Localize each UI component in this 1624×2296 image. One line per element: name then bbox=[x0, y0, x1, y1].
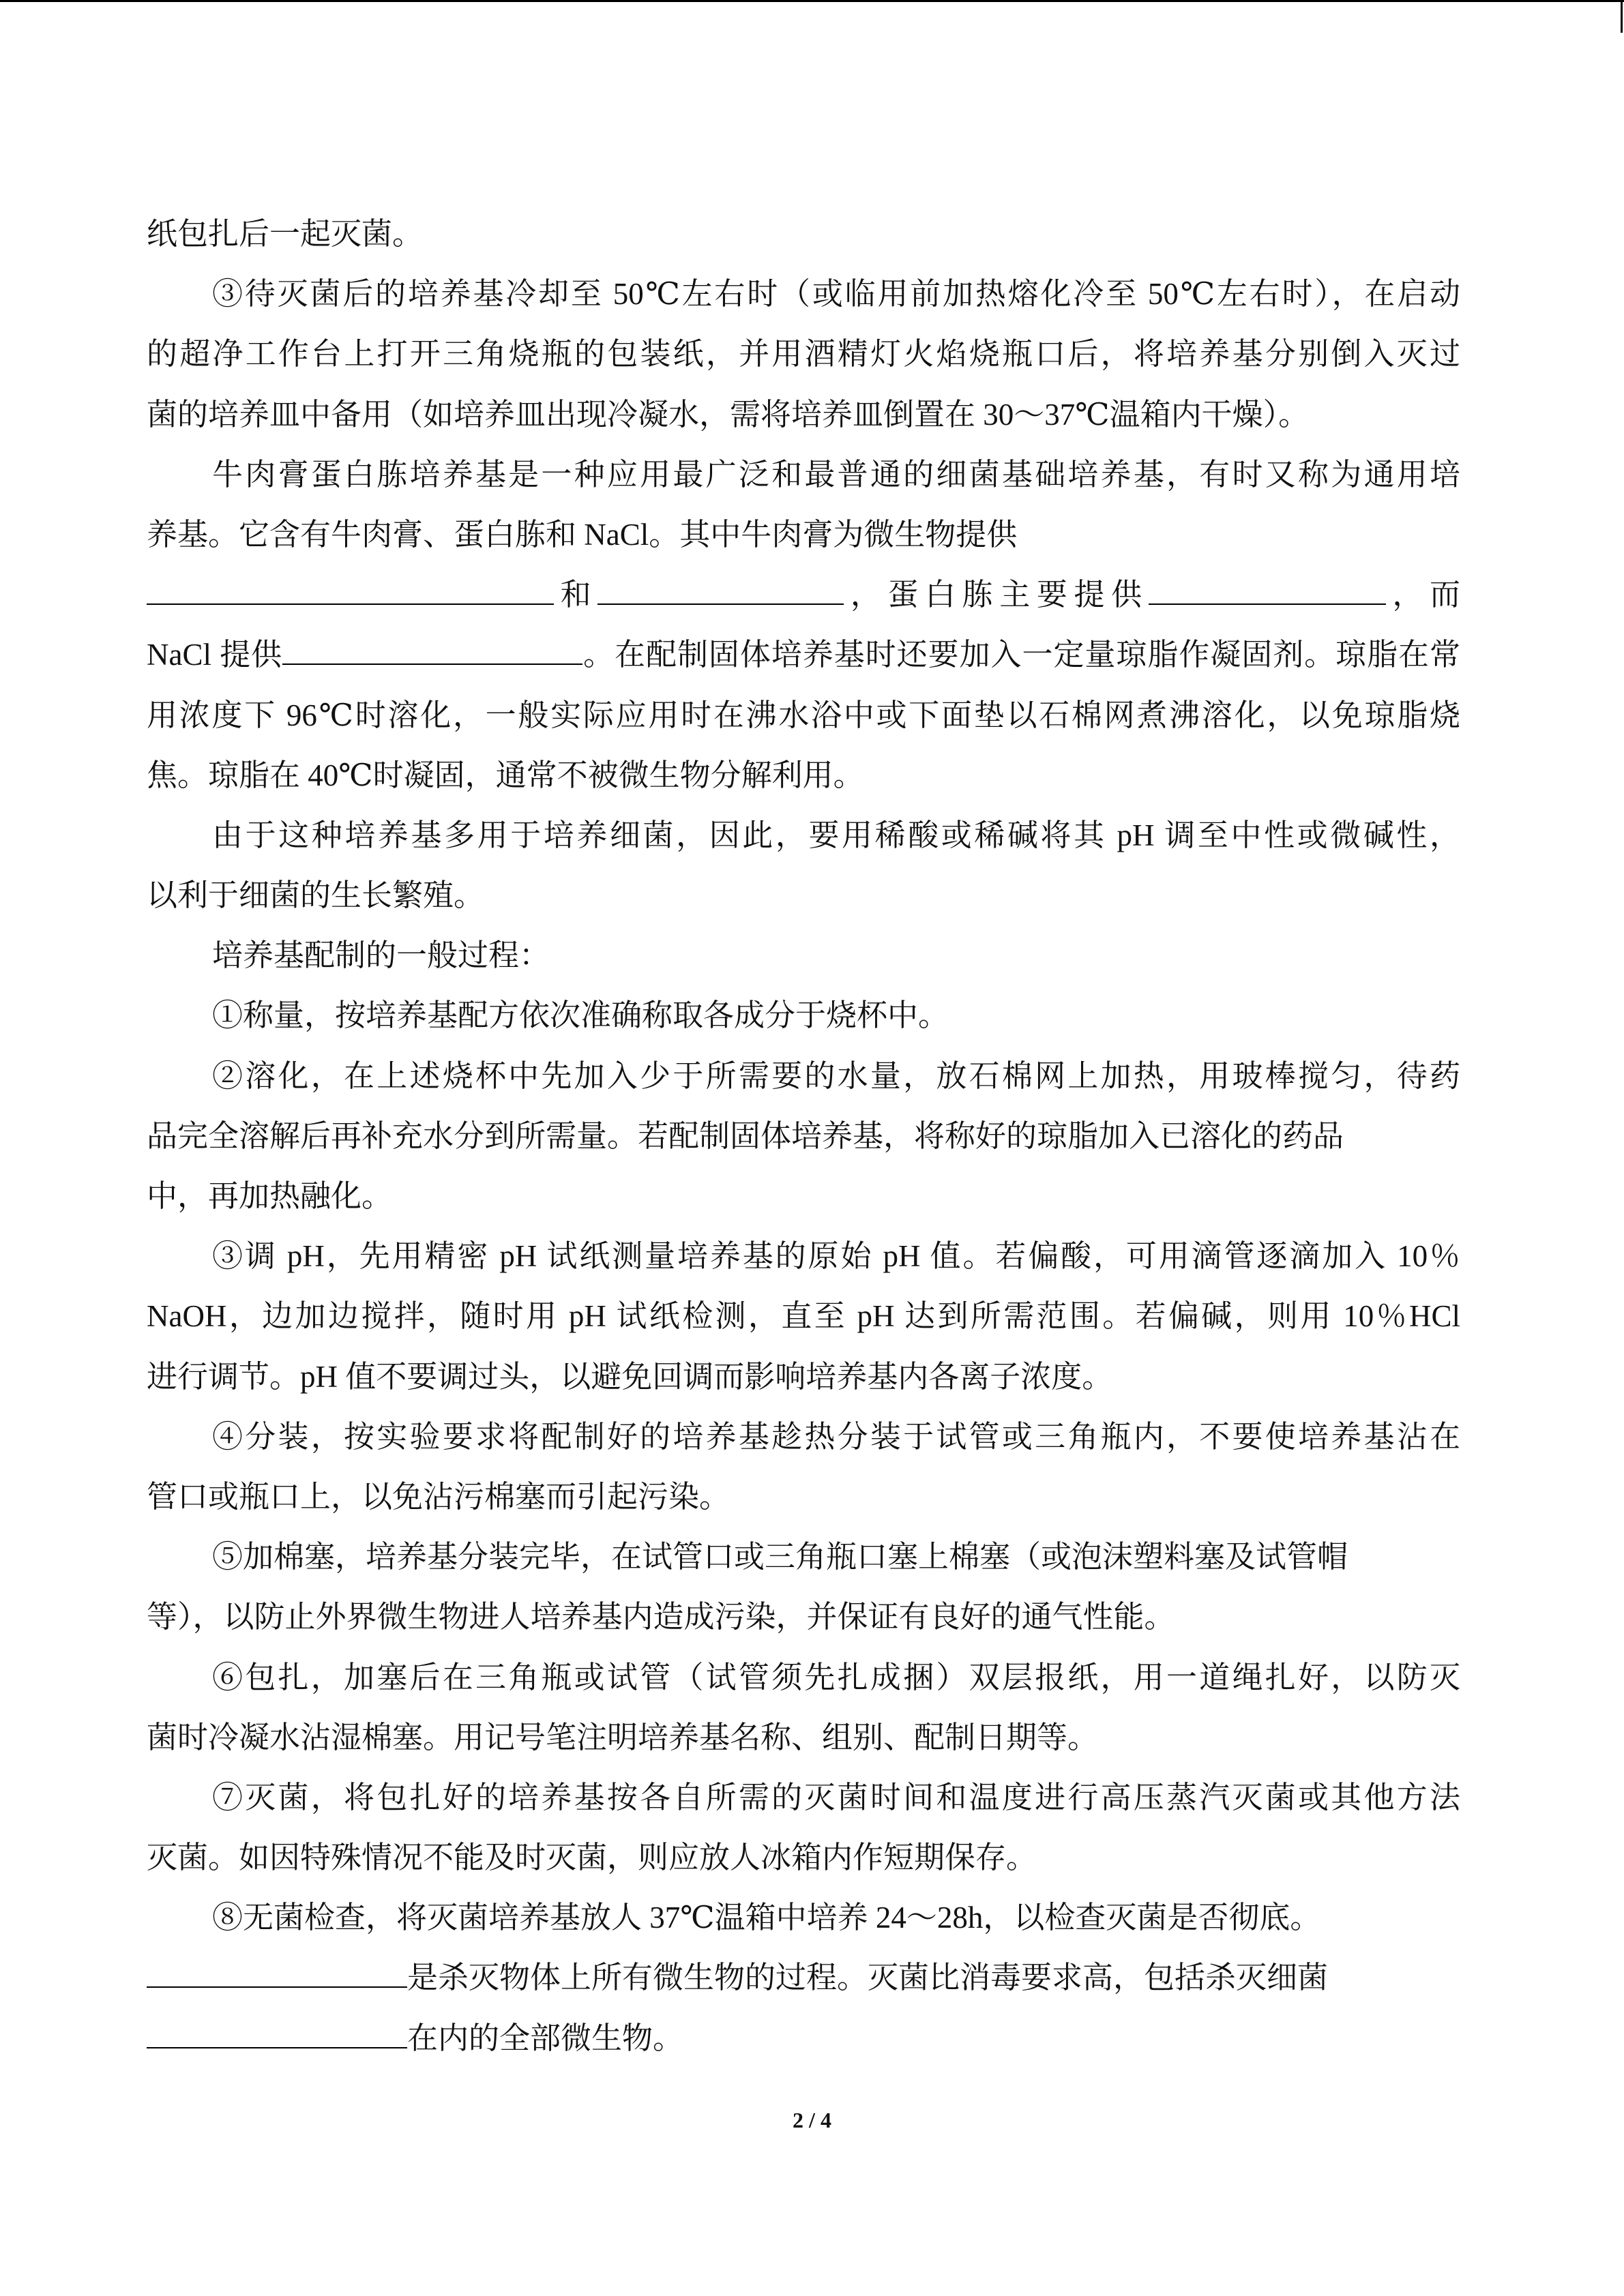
text-line: 牛肉膏蛋白胨培养基是一种应用最广泛和最普通的细菌基础培养基，有时又称为通用培 bbox=[212, 457, 1460, 492]
text-line: 纸包扎后一起灭菌。 bbox=[147, 217, 424, 251]
text-line: 以利于细菌的生长繁殖。 bbox=[147, 878, 485, 913]
text-line: ④分装，按实验要求将配制好的培养基趁热分装于试管或三角瓶内，不要使培养基沾在 bbox=[212, 1419, 1460, 1454]
text-line: 灭菌。如因特殊情况不能及时灭菌，则应放人冰箱内作短期保存。 bbox=[147, 1840, 1037, 1875]
text-line: 菌时冷凝水沾湿棉塞。用记号笔注明培养基名称、组别、配制日期等。 bbox=[147, 1720, 1099, 1755]
text-line: 进行调节。pH 值不要调过头，以避免回调而影响培养基内各离子浓度。 bbox=[147, 1359, 1113, 1394]
text-line bbox=[147, 1948, 1460, 2008]
answer-blank bbox=[282, 639, 582, 665]
text-line: 养基。它含有牛肉膏、蛋白胨和 NaCl。其中牛肉膏为微生物提供 bbox=[147, 517, 1018, 552]
text-line: 焦。琼脂在 40℃时凝固，通常不被微生物分解利用。 bbox=[147, 758, 864, 792]
frame-top-line bbox=[0, 0, 1624, 2]
answer-blank bbox=[1149, 579, 1386, 605]
text-line: ①称量，按培养基配方依次准确称取各成分于烧杯中。 bbox=[212, 998, 949, 1033]
text-segment: 在内的全部微生物。 bbox=[407, 2021, 684, 2055]
text-line bbox=[147, 625, 1460, 685]
answer-blank bbox=[597, 579, 844, 605]
text-line: 等），以防止外界微生物进人培养基内造成污染，并保证有良好的通气性能。 bbox=[147, 1600, 1175, 1635]
text-line: 中，再加热融化。 bbox=[147, 1179, 393, 1213]
text-line: 管口或瓶口上，以免沾污棉塞而引起污染。 bbox=[147, 1479, 730, 1514]
text-line bbox=[147, 2008, 1460, 2068]
text-segment: 是杀灭物体上所有微生物的过程。灭菌比消毒要求高，包括杀灭细菌 bbox=[407, 1960, 1329, 1995]
text-line: ②溶化，在上述烧杯中先加入少于所需要的水量，放石棉网上加热，用玻棒搅匀，待药 bbox=[212, 1058, 1460, 1093]
text-line bbox=[147, 565, 1460, 625]
text-line: 品完全溶解后再补充水分到所需量。若配制固体培养基，将称好的琼脂加入已溶化的药品 bbox=[147, 1118, 1344, 1153]
page-number: 2 / 4 bbox=[793, 2108, 831, 2132]
text-line: NaOH，边加边搅拌，随时用 pH 试纸检测，直至 pH 达到所需范围。若偏碱，则用 10％HCl bbox=[147, 1299, 1460, 1334]
text-segment: 和 bbox=[554, 578, 598, 612]
text-line: 的超净工作台上打开三角烧瓶的包装纸，并用酒精灯火焰烧瓶口后，将培养基分别倒入灭过 bbox=[147, 337, 1460, 372]
text-line: 由于这种培养基多用于培养细菌，因此，要用稀酸或稀碱将其 pH 调至中性或微碱性， bbox=[212, 818, 1460, 852]
text-line: ⑧无菌检查，将灭菌培养基放人 37℃温箱中培养 24～28h，以检查灭菌是否彻底。 bbox=[212, 1900, 1321, 1935]
text-line: ③调 pH，先用精密 pH 试纸测量培养基的原始 pH 值。若偏酸，可用滴管逐滴加入 10％ bbox=[212, 1239, 1460, 1274]
answer-blank bbox=[147, 2023, 407, 2048]
text-segment: ，蛋白胨主要提供 bbox=[844, 578, 1149, 612]
answer-blank bbox=[147, 579, 554, 605]
text-line: ⑤加棉塞，培养基分装完毕，在试管口或三角瓶口塞上棉塞（或泡沫塑料塞及试管帽 bbox=[212, 1540, 1348, 1575]
text-segment: NaCl 提供 bbox=[147, 638, 283, 672]
text-segment: 。在配制固体培养基时还要加入一定量琼脂作凝固剂。琼脂在常 bbox=[582, 638, 1460, 672]
frame-right-line bbox=[1621, 0, 1623, 33]
text-line: ③待灭菌后的培养基冷却至 50℃左右时（或临用前加热熔化冷至 50℃左右时），在启动 bbox=[212, 277, 1460, 312]
text-line: 菌的培养皿中备用（如培养皿出现冷凝水，需将培养皿倒置在 30～37℃温箱内干燥）。 bbox=[147, 397, 1310, 432]
answer-blank bbox=[147, 1962, 407, 1988]
document-body bbox=[147, 204, 1460, 2068]
text-line: 培养基配制的一般过程： bbox=[212, 938, 550, 973]
text-line: ⑦灭菌，将包扎好的培养基按各自所需的灭菌时间和温度进行高压蒸汽灭菌或其他方法 bbox=[212, 1780, 1460, 1815]
text-line: 用浓度下 96℃时溶化，一般实际应用时在沸水浴中或下面垫以石棉网煮沸溶化，以免琼脂烧 bbox=[147, 698, 1460, 732]
text-line: ⑥包扎，加塞后在三角瓶或试管（试管须先扎成捆）双层报纸，用一道绳扎好，以防灭 bbox=[212, 1660, 1460, 1695]
text-segment: ，而 bbox=[1385, 578, 1460, 612]
